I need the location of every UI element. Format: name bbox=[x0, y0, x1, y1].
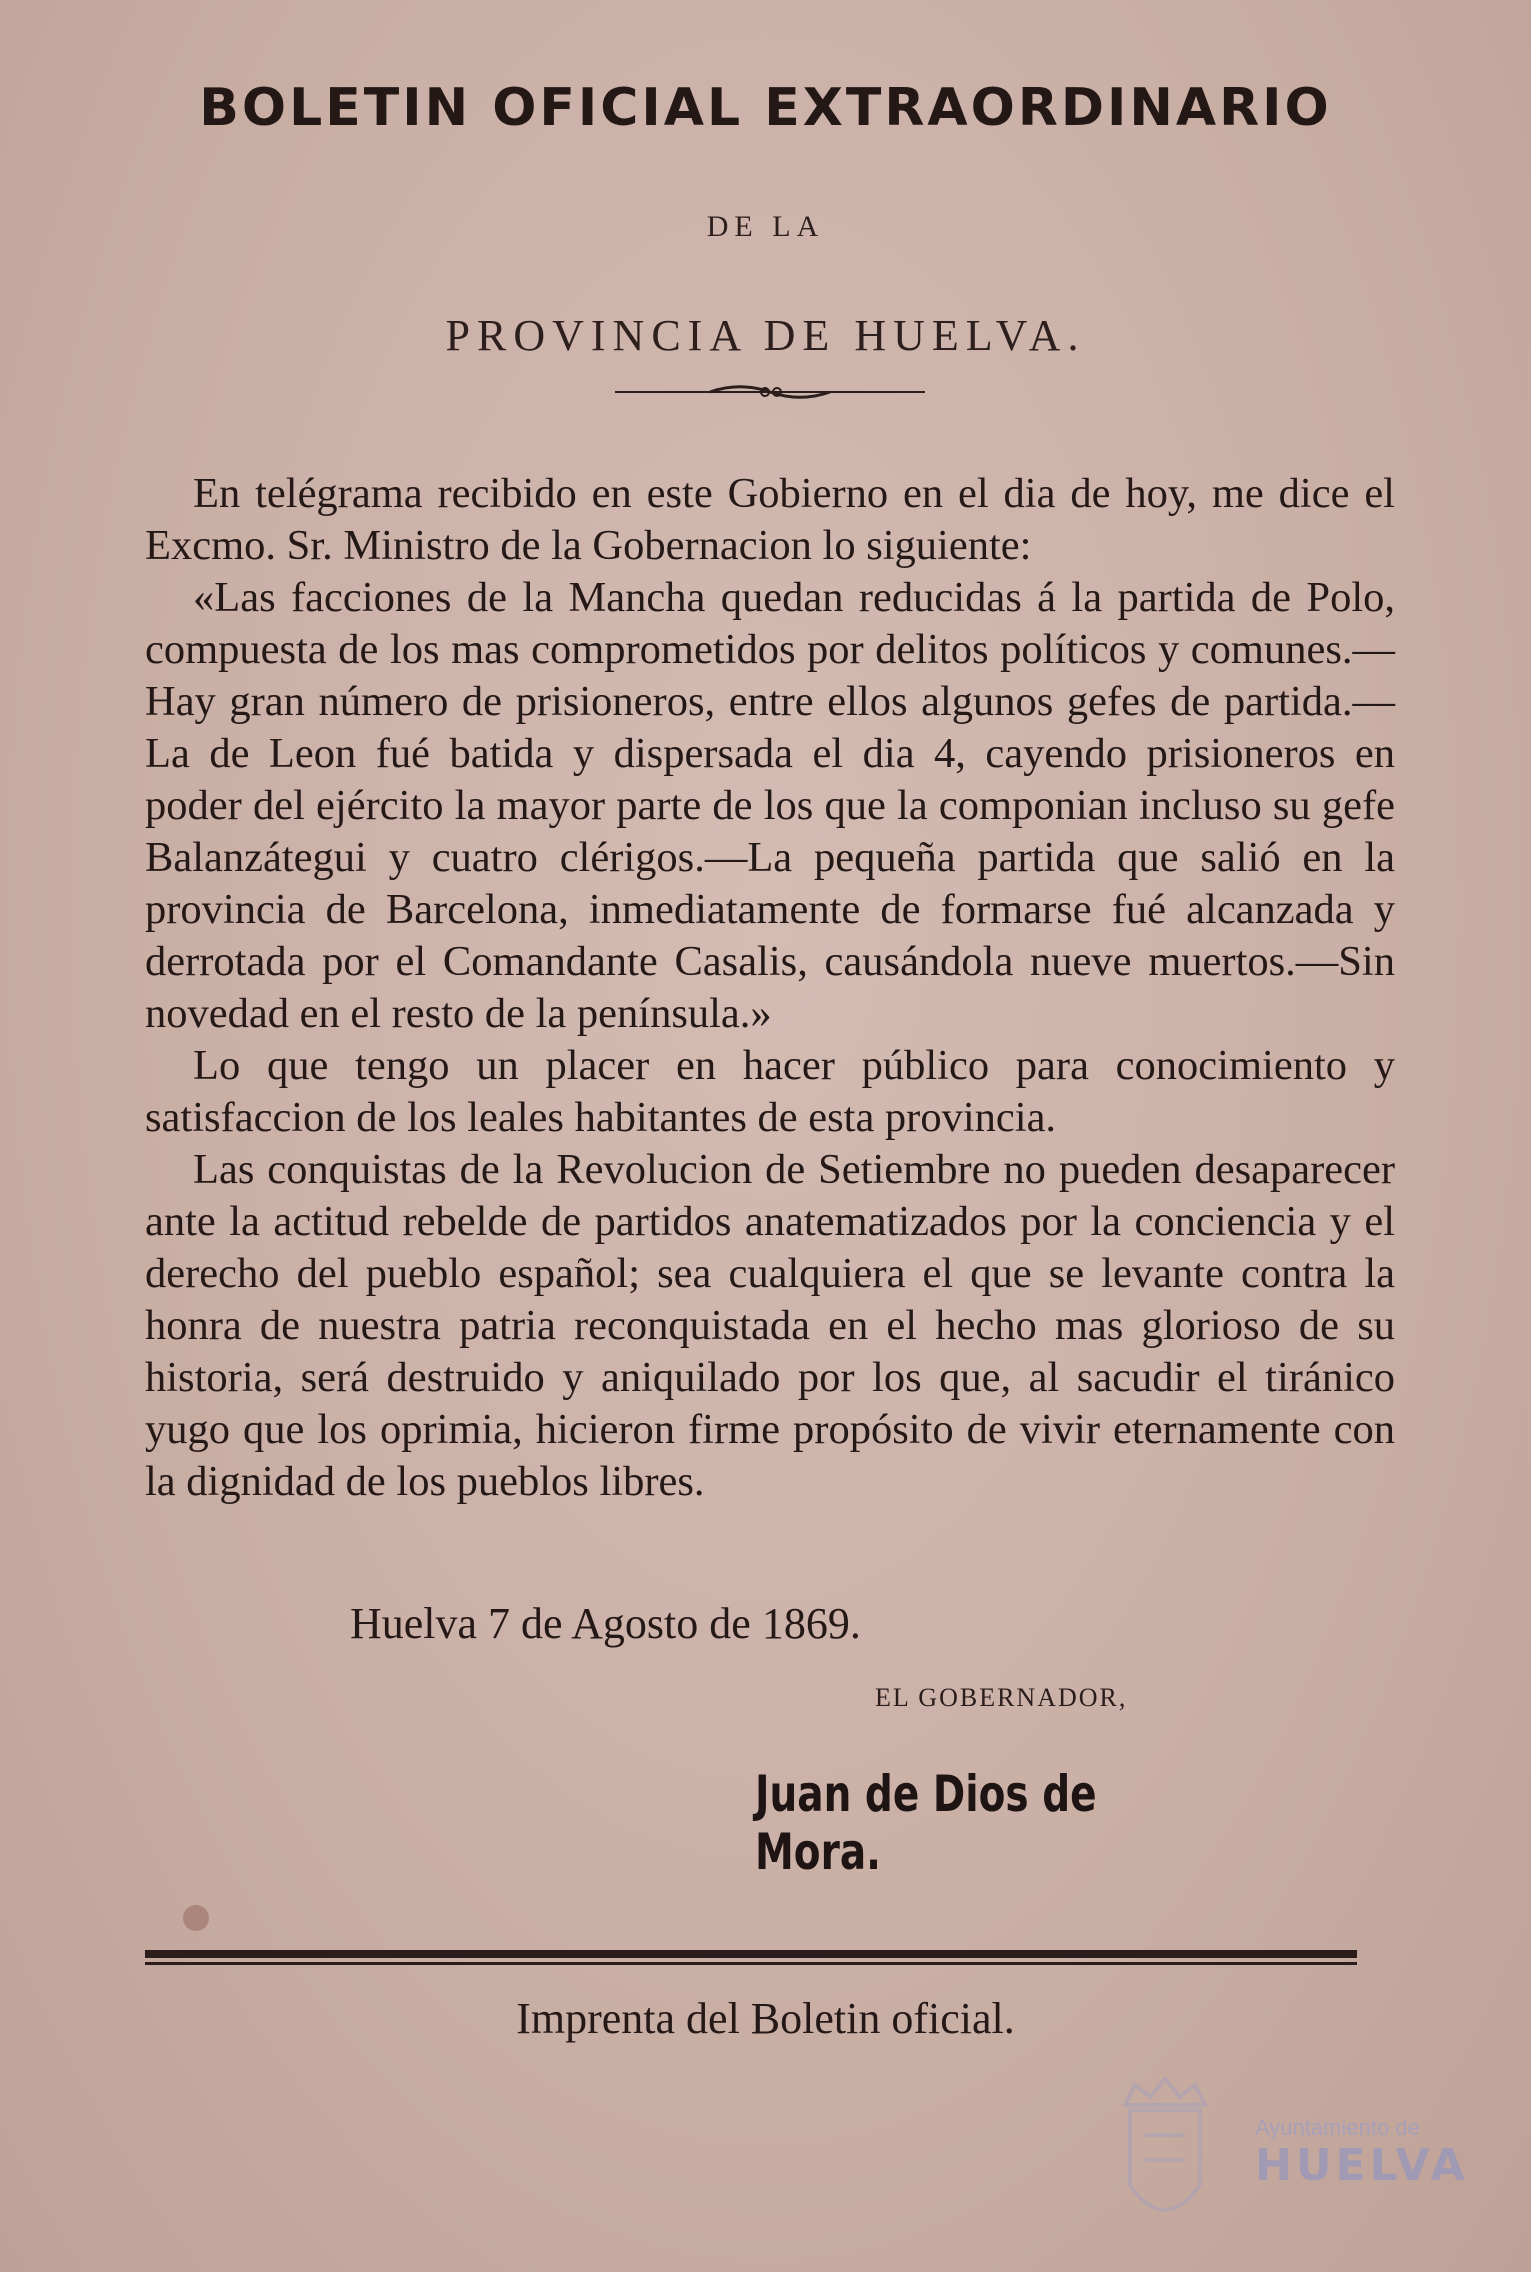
masthead-subtitle: DE LA bbox=[706, 210, 825, 243]
telegram-body bbox=[145, 468, 1395, 1508]
signatory-title: EL GOBERNADOR, bbox=[875, 1683, 1128, 1712]
imprint-line: Imprenta del Boletin oficial. bbox=[516, 1994, 1015, 2043]
paragraph-announcement: Lo que tengo un placer en hacer público para conocimiento y satisfaccion de los leales habitantes de esta provincia. bbox=[145, 1042, 1395, 1141]
watermark-label: Ayuntamiento de bbox=[1255, 2115, 1420, 2140]
paragraph-declaration: Las conquistas de la Revolucion de Setiembre no pueden desaparecer ante la actitud rebelde de partidos anatematizados por la conciencia y el derecho del pueblo español; sea cualquiera el que se levante contra la honra de nuestra patria reconquistada en el hecho mas glorioso de su historia, será destruido y aniquilado por los que, al sacudir el tiránico yugo que los oprimia, hicieron firme propósito de vivir eternamente con la dignidad de los pueblos libres. bbox=[145, 1146, 1395, 1505]
paragraph-intro: En telégrama recibido en este Gobierno en el dia de hoy, me dice el Excmo. Sr. Ministro de la Gobernacion lo siguiente: bbox=[145, 470, 1395, 569]
province-title: PROVINCIA DE HUELVA. bbox=[445, 311, 1086, 360]
footer-rule-thick bbox=[145, 1950, 1357, 1958]
ornament-divider bbox=[615, 381, 925, 403]
footer-rule-thin bbox=[145, 1962, 1357, 1965]
paper-stain bbox=[183, 1905, 209, 1931]
signatory-name: Juan de Dios de Mora. bbox=[755, 1765, 1097, 1881]
paragraph-telegram: «Las facciones de la Mancha quedan reducidas á la partida de Polo, compuesta de los mas comprometidos por delitos políticos y comunes.—Hay gran número de prisioneros, entre ellos algunos gefes de partida.—La de Leon fué batida y dispersada el dia 4, cayendo prisioneros en poder del ejército la mayor parte de los que la componian incluso su gefe Balanzátegui y cuatro clérigos.—La pequeña partida que salió en la provincia de Barcelona, inmediatamente de formarse fué alcanzada y derrotada por el Comandante Casalis, causándola nueve muertos.—Sin novedad en el resto de la península.» bbox=[145, 574, 1395, 1037]
masthead-title: BOLETIN OFICIAL EXTRAORDINARIO bbox=[199, 78, 1332, 138]
date-line: Huelva 7 de Agosto de 1869. bbox=[350, 1599, 861, 1648]
watermark-city: HUELVA bbox=[1255, 2140, 1469, 2191]
